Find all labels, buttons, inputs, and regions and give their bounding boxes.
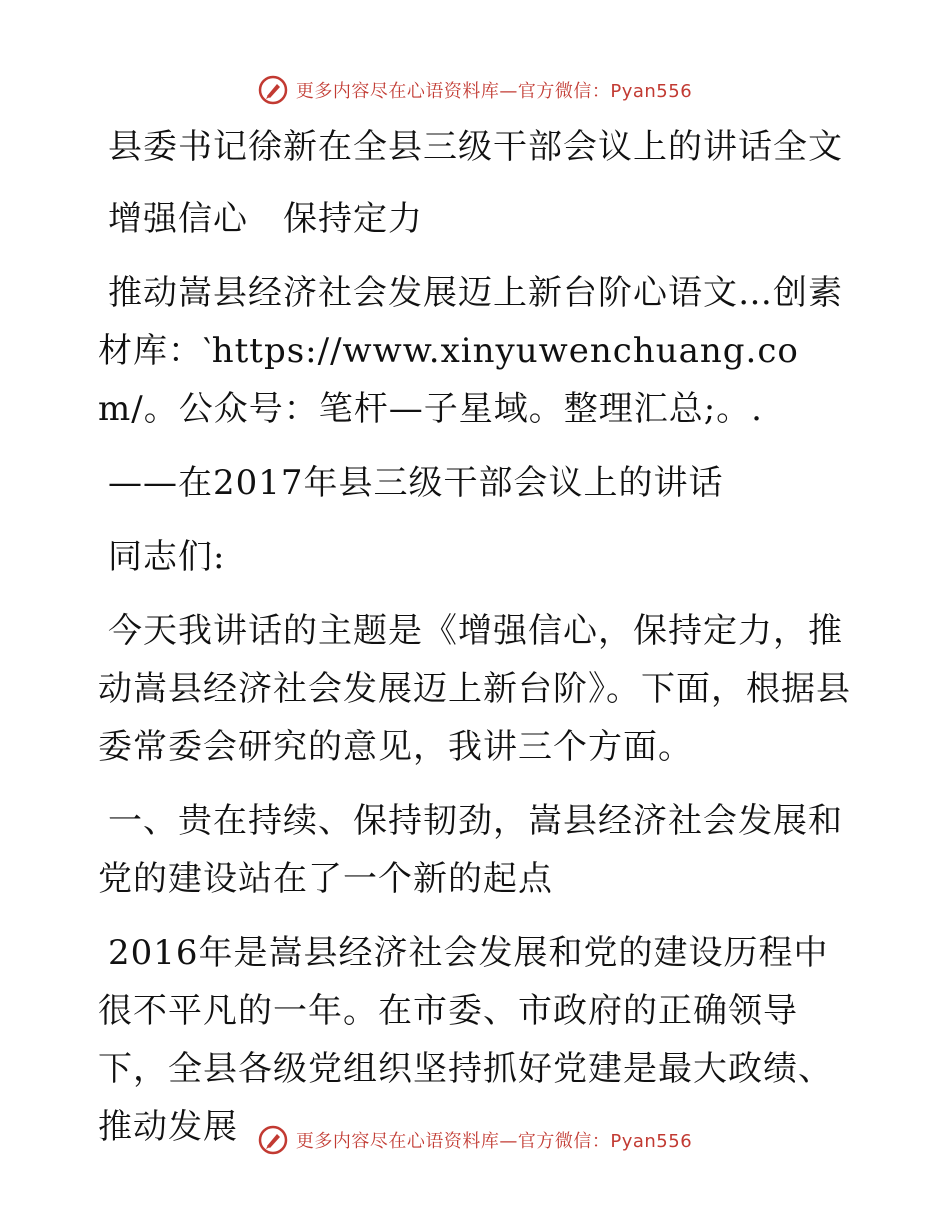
- section-1-body: 2016年是嵩县经济社会发展和党的建设历程中很不平凡的一年。在市委、市政府的正确领导下，全县各级党组织坚持抓好党建是最大政绩、推动发展: [98, 933, 833, 1147]
- intro-paragraph: 今天我讲话的主题是《增强信心，保持定力，推动嵩县经济社会发展迈上新台阶》。下面，根据县委常委会研究的意见，我讲三个方面。: [98, 611, 851, 767]
- document-title: 县委书记徐新在全县三级干部会议上的讲话全文: [108, 127, 843, 167]
- pen-logo-icon: [258, 75, 288, 105]
- watermark-banner-top: [0, 70, 950, 110]
- salutation: 同志们:: [108, 537, 226, 577]
- section-1-title: 一、贵在持续、保持韧劲，嵩县经济社会发展和党的建设站在了一个新的起点: [98, 801, 843, 899]
- watermark-text: 更多内容尽在心语资料库—官方微信：Pyan556: [295, 1131, 693, 1152]
- watermark-banner-bottom: [0, 1120, 950, 1160]
- document-occasion: ——在2017年县三级干部会议上的讲话: [108, 463, 724, 503]
- document-body: [98, 118, 858, 1172]
- watermark-text: 更多内容尽在心语资料库—官方微信：Pyan556: [295, 81, 693, 102]
- pen-logo-icon: [258, 1125, 288, 1155]
- document-subheading: 推动嵩县经济社会发展迈上新台阶心语文…创素材库：‵https://www.xinyuwenchuang.com/。公众号：笔杆—子星域。整理汇总;。.: [98, 273, 843, 429]
- document-heading: 增强信心 保持定力: [108, 199, 423, 239]
